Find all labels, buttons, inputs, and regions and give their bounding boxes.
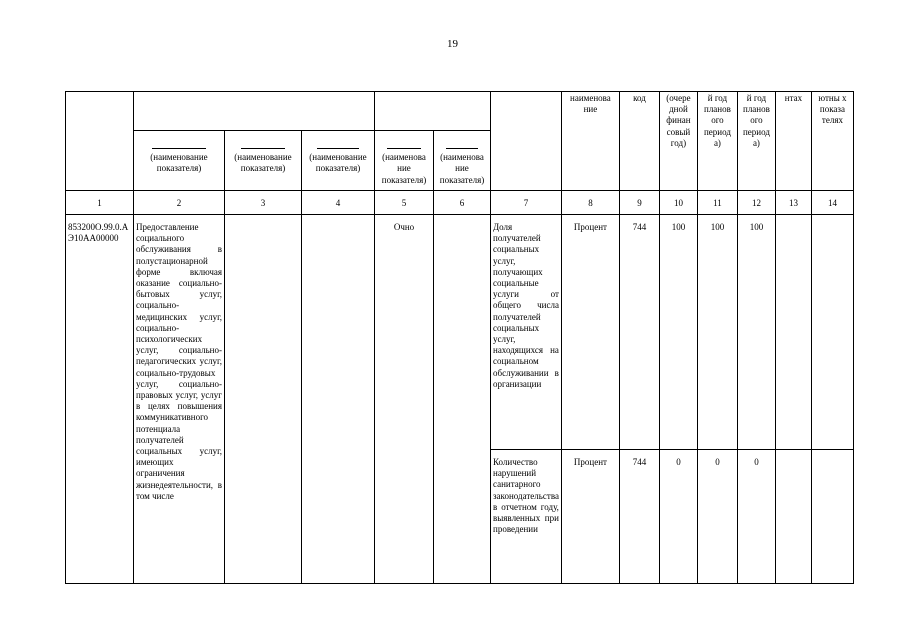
indicator-unit: Процент [561, 215, 619, 450]
header-indicator-6: (наименова ние показателя) [434, 131, 491, 191]
service-name: Предоставление социального обслуживания в полустационарной форме включая оказание социально-бытовых услуг, социально-медицинских услуг, социально-психологических услуг, социально-педагогических услуг, социально-трудовых услуг, социально-правовых услуг, услуг в целях повышения коммуникативного потенциала получателей социальных услуг, имеющих ограничения жизнедеятельности, в том числе [134, 215, 225, 584]
empty-cell [434, 215, 491, 584]
indicators-table [65, 91, 854, 584]
col-number: 4 [302, 191, 375, 215]
col-number: 9 [619, 191, 659, 215]
col-number: 2 [134, 191, 225, 215]
header-year-plan-2: й год планов ого период а) [737, 92, 775, 191]
indicator-unit: Процент [561, 450, 619, 584]
indicator-okei: 744 [619, 450, 659, 584]
empty-cell [811, 215, 853, 450]
header-unit-code: код [619, 92, 659, 191]
header-indicator-2: (наименование показателя) [134, 131, 225, 191]
header-deviation-absolute: ютны х показа телях [811, 92, 853, 191]
header-group-5-6 [375, 92, 491, 131]
col-number: 8 [561, 191, 619, 215]
col-number: 5 [375, 191, 434, 215]
registry-code: 853200О.99.0.АЭ10АА00000 [66, 215, 134, 584]
col-number: 14 [811, 191, 853, 215]
empty-cell [225, 215, 302, 584]
col-number: 3 [225, 191, 302, 215]
empty-cell [811, 450, 853, 584]
header-year-plan-1: й год планов ого период а) [697, 92, 737, 191]
col-number: 6 [434, 191, 491, 215]
indicator-value-plan-1: 0 [697, 450, 737, 584]
indicator-value-plan-2: 100 [737, 215, 775, 450]
col-number: 1 [66, 191, 134, 215]
indicator-value-current: 100 [659, 215, 697, 450]
indicator-value-current: 0 [659, 450, 697, 584]
indicator-name: Количество нарушений санитарного законодательства в отчетном году, выявленных при проведении [491, 450, 562, 584]
empty-cell [775, 215, 811, 450]
indicator-name: Доля получателей социальных услуг, получающих социальные услуги от общего числа получателей социальных услуг, находящихся на социальном обслуживании в организации [491, 215, 562, 450]
service-form: Очно [375, 215, 434, 584]
header-cell-1 [66, 92, 134, 191]
indicator-okei: 744 [619, 215, 659, 450]
col-number: 12 [737, 191, 775, 215]
col-number: 10 [659, 191, 697, 215]
header-indicator-5: (наименова ние показателя) [375, 131, 434, 191]
col-number: 7 [491, 191, 562, 215]
col-number: 11 [697, 191, 737, 215]
header-group-2-4 [134, 92, 375, 131]
header-year-current: (очере дной финан совый год) [659, 92, 697, 191]
page-number: 19 [447, 38, 458, 50]
header-unit-name: наименова ние [561, 92, 619, 191]
header-cell-7 [491, 92, 562, 191]
header-deviation-percent: нтах [775, 92, 811, 191]
empty-cell [302, 215, 375, 584]
indicator-value-plan-2: 0 [737, 450, 775, 584]
empty-cell [775, 450, 811, 584]
header-indicator-4: (наименование показателя) [302, 131, 375, 191]
indicator-value-plan-1: 100 [697, 215, 737, 450]
col-number: 13 [775, 191, 811, 215]
header-indicator-3: (наименование показателя) [225, 131, 302, 191]
